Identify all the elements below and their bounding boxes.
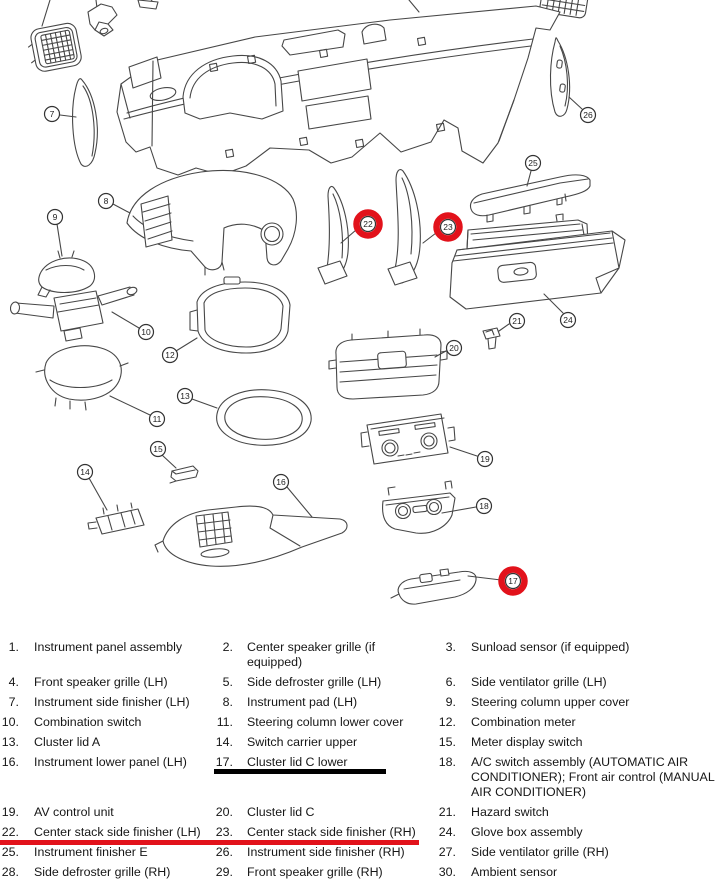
item-label: Instrument pad (LH) <box>247 695 358 709</box>
item-number: 24. <box>438 825 456 839</box>
list-item-19 <box>1 805 206 820</box>
callout-number-21: 21 <box>512 316 522 326</box>
leader-line-cropped <box>409 0 419 12</box>
item-label: Cluster lid C <box>247 805 315 819</box>
list-item-9 <box>429 695 721 710</box>
leader-line-23 <box>423 233 436 243</box>
item-label: Cluster lid A <box>34 735 101 749</box>
callout-number-20: 20 <box>449 343 459 353</box>
item-number: 27. <box>438 845 456 859</box>
list-item-4 <box>1 675 206 690</box>
leader-line-8 <box>113 204 130 213</box>
part-instrument-pad-lh <box>127 171 296 275</box>
item-label: Ambient sensor <box>471 865 558 879</box>
callout-number-10: 10 <box>141 327 151 337</box>
item-number: 20. <box>215 805 233 819</box>
item-label: Instrument side finisher (RH) <box>247 845 405 859</box>
item-number: 16. <box>1 755 19 769</box>
callout-number-18: 18 <box>479 501 489 511</box>
parts-list <box>1 640 721 880</box>
item-number: 8. <box>222 695 233 709</box>
leader-line-11 <box>110 396 150 415</box>
item-number: 15. <box>438 735 456 749</box>
list-item-2 <box>206 640 429 670</box>
part-ac-switch-assembly <box>383 481 455 533</box>
item-number: 12. <box>438 715 456 729</box>
item-label: Meter display switch <box>471 735 583 749</box>
part-glove-box-assembly <box>450 214 625 309</box>
list-item-27 <box>429 845 721 860</box>
list-item-7 <box>1 695 206 710</box>
item-number: 25. <box>1 845 19 859</box>
list-item-22 <box>1 825 206 840</box>
callout-number-7: 7 <box>49 109 55 119</box>
callout-number-19: 19 <box>480 454 490 464</box>
part-cluster-lid-a <box>217 390 312 446</box>
item-number: 13. <box>1 735 19 749</box>
part-combination-switch <box>10 286 138 341</box>
item-number: 17. <box>215 755 233 769</box>
item-number: 14. <box>215 735 233 749</box>
item-label: Sunload sensor (if equipped) <box>471 640 630 654</box>
callout-number-24: 24 <box>563 315 573 325</box>
item-number: 6. <box>445 675 456 689</box>
list-item-8 <box>206 695 429 710</box>
item-number: 28. <box>1 865 19 879</box>
leader-line-12 <box>176 338 197 351</box>
part-instrument-finisher-e <box>470 175 590 222</box>
item-label: Side ventilator grille (RH) <box>471 845 609 859</box>
part-sunload-sensor <box>88 4 117 36</box>
leader-line-26 <box>569 97 582 109</box>
list-item-30 <box>429 865 721 880</box>
callout-number-13: 13 <box>180 391 190 401</box>
item-number: 21. <box>438 805 456 819</box>
item-label: Instrument panel assembly <box>34 640 183 654</box>
list-item-5 <box>206 675 429 690</box>
list-item-29 <box>206 865 429 880</box>
item-number: 2. <box>222 640 233 654</box>
item-number: 5. <box>222 675 233 689</box>
part-cluster-lid-c-lower <box>391 569 476 604</box>
part-combination-meter <box>190 277 290 353</box>
leader-line-15 <box>162 455 176 468</box>
item-label: Side ventilator grille (LH) <box>471 675 607 689</box>
list-item-6 <box>429 675 721 690</box>
item-number: 7. <box>8 695 19 709</box>
part-instrument-panel-assembly <box>117 6 560 175</box>
item-label: Switch carrier upper <box>247 735 358 749</box>
item-label: Side defroster grille (LH) <box>247 675 382 689</box>
item-label: Instrument lower panel (LH) <box>34 755 187 769</box>
part-front-speaker-grille-lh <box>25 22 82 74</box>
list-item-10 <box>1 715 206 730</box>
item-number: 30. <box>438 865 456 879</box>
item-number: 1. <box>8 640 19 654</box>
item-label: Side defroster grille (RH) <box>34 865 171 879</box>
list-item-17 <box>206 755 429 800</box>
leader-line-cropped <box>42 0 50 26</box>
part-center-stack-side-finisher-lh <box>318 186 348 284</box>
leader-line-10 <box>112 312 139 328</box>
callout-number-12: 12 <box>165 350 175 360</box>
callout-number-17: 17 <box>508 576 518 586</box>
item-number: 18. <box>438 755 456 769</box>
part-center-stack-side-finisher-rh <box>388 170 420 285</box>
item-label: Steering column upper cover <box>471 695 630 709</box>
list-item-25 <box>1 845 206 860</box>
callout-number-25: 25 <box>528 158 538 168</box>
part-cropped-top <box>138 0 158 9</box>
leader-line-16 <box>287 487 312 517</box>
list-item-21 <box>429 805 721 820</box>
callout-number-9: 9 <box>52 212 58 222</box>
list-item-13 <box>1 735 206 750</box>
list-item-20 <box>206 805 429 820</box>
item-label: Instrument side finisher (LH) <box>34 695 190 709</box>
item-label: Center speaker grille (if equipped) <box>247 640 376 669</box>
item-number: 26. <box>215 845 233 859</box>
list-item-1 <box>1 640 206 670</box>
part-meter-display-switch <box>170 466 198 483</box>
part-av-control-unit <box>361 414 455 464</box>
callout-number-23: 23 <box>443 222 453 232</box>
item-label: Front speaker grille (RH) <box>247 865 383 879</box>
part-steering-column-upper-cover <box>38 251 95 297</box>
item-label: Cluster lid C lower <box>247 755 348 769</box>
item-number: 10. <box>1 715 19 729</box>
item-label: Instrument finisher E <box>34 845 148 859</box>
list-item-18 <box>429 755 721 800</box>
callout-number-14: 14 <box>80 467 90 477</box>
item-label: Steering column lower cover <box>247 715 404 729</box>
item-number: 22. <box>1 825 19 839</box>
item-number: 11. <box>216 715 233 729</box>
item-number: 9. <box>445 695 456 709</box>
part-hazard-switch <box>483 328 500 349</box>
list-item-28 <box>1 865 206 880</box>
list-item-12 <box>429 715 721 730</box>
item-label: Hazard switch <box>471 805 549 819</box>
item-label: Combination meter <box>471 715 576 729</box>
part-cluster-lid-c <box>329 329 447 399</box>
callout-number-8: 8 <box>103 196 109 206</box>
part-instrument-side-finisher-rh <box>550 38 569 117</box>
leader-line-13 <box>192 399 217 408</box>
list-item-14 <box>206 735 429 750</box>
list-item-15 <box>429 735 721 750</box>
item-label: Center stack side finisher (LH) <box>34 825 201 839</box>
leader-line-21 <box>499 324 509 331</box>
item-label: A/C switch assembly (AUTOMATIC AIR CONDITIONER); Front air control (MANUAL AIR CONDITIONER) <box>471 755 715 799</box>
callout-number-16: 16 <box>276 477 286 487</box>
leader-line-14 <box>89 478 107 510</box>
item-number: 29. <box>215 865 233 879</box>
item-label: Combination switch <box>34 715 142 729</box>
item-number: 4. <box>8 675 19 689</box>
list-item-24 <box>429 825 721 840</box>
list-item-11 <box>206 715 429 730</box>
item-label: Center stack side finisher (RH) <box>247 825 416 839</box>
item-number: 3. <box>445 640 456 654</box>
part-instrument-lower-panel-lh <box>155 506 347 566</box>
callout-number-22: 22 <box>363 219 373 229</box>
item-label: Front speaker grille (LH) <box>34 675 168 689</box>
part-switch-carrier-upper <box>88 503 144 534</box>
callout-number-11: 11 <box>152 414 162 424</box>
callout-number-26: 26 <box>583 110 593 120</box>
list-item-3 <box>429 640 721 670</box>
item-label: Glove box assembly <box>471 825 583 839</box>
leader-line-19 <box>450 447 477 456</box>
list-item-23 <box>206 825 429 840</box>
item-label: AV control unit <box>34 805 114 819</box>
part-steering-column-lower-cover <box>36 346 128 410</box>
item-number: 19. <box>1 805 19 819</box>
list-item-26 <box>206 845 429 860</box>
part-instrument-side-finisher-lh <box>73 79 98 167</box>
item-number: 23. <box>215 825 233 839</box>
list-item-16 <box>1 755 206 800</box>
callout-number-15: 15 <box>153 444 163 454</box>
